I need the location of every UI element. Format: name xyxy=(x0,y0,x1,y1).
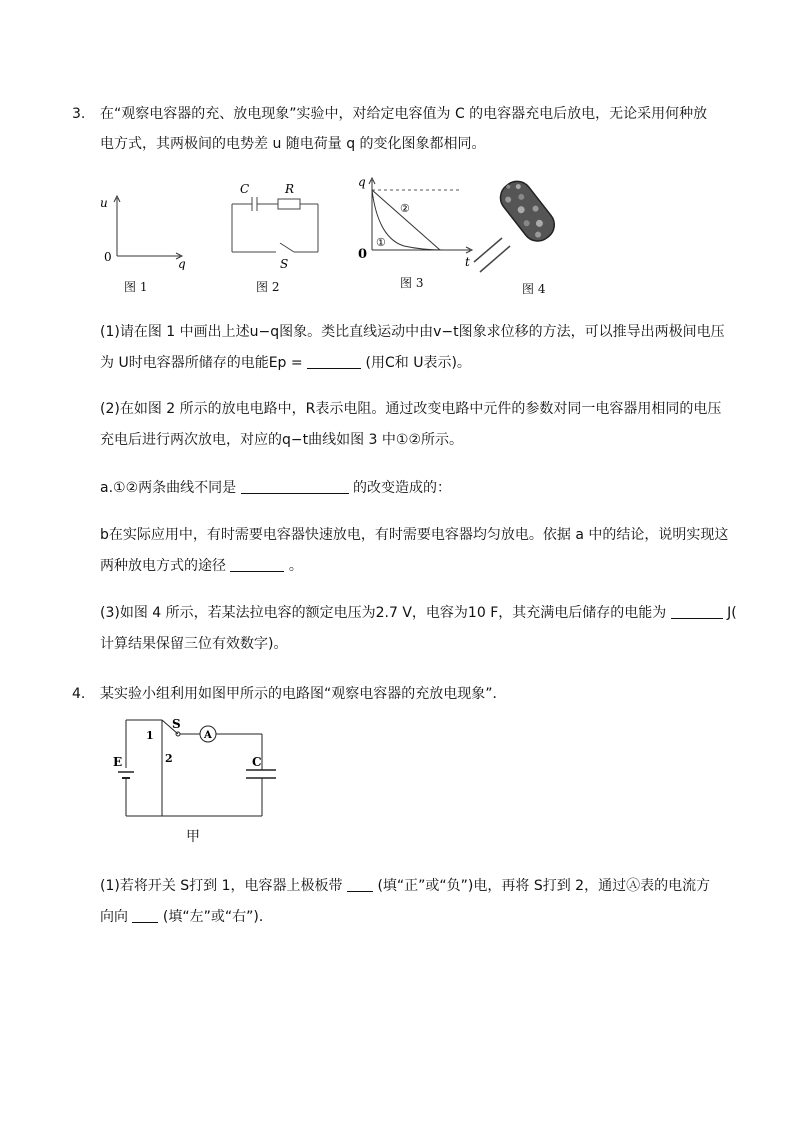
fig2-label-s: S xyxy=(280,257,289,271)
fig2-caption: 图 2 xyxy=(256,280,280,294)
fig1-x-label: q xyxy=(178,257,186,270)
circuit-label-c: C xyxy=(252,755,262,769)
fig4-caption: 图 4 xyxy=(522,282,546,296)
q4-stem: 某实验小组利用如图甲所示的电路图“观察电容器的充放电现象”． xyxy=(100,686,507,702)
q3-part2a-start: a.①②两条曲线不同是 xyxy=(100,480,237,496)
q3-part1-line1: (1)请在图 1 中画出上述u−q图象。类比直线运动中由v−t图象求位移的方法，可以推导出两极间电压 xyxy=(100,324,725,340)
q3-part2-line2: 充电后进行两次放电，对应的q−t曲线如图 3 中①②所示。 xyxy=(100,432,464,448)
circuit-label-e: E xyxy=(113,755,123,769)
q4-part1-line2-start: 向向 xyxy=(100,909,128,925)
fig1-origin: 0 xyxy=(104,250,112,264)
q3-stem-line2: 电方式，其两极间的电势差 u 随电荷量 q 的变化图象都相同。 xyxy=(100,136,486,152)
q3-part1-line2-end: (用C和 U表示)。 xyxy=(365,355,471,371)
circuit-label-2: 2 xyxy=(165,752,173,765)
q3-part3-line1 xyxy=(100,603,737,623)
fig3-y-label: q xyxy=(358,175,366,189)
q4-part1-line2-end: (填“左”或“右”)． xyxy=(162,909,273,925)
q3-part1-answer-blank[interactable] xyxy=(307,354,361,369)
circuit-label-s: S xyxy=(172,717,181,731)
figure-2-circuit xyxy=(226,180,326,272)
q3-part2a-answer-blank[interactable] xyxy=(241,479,349,494)
figure-jia-circuit xyxy=(106,712,276,828)
q4-part1-line2 xyxy=(100,907,273,927)
q3-part2b-line2 xyxy=(100,556,303,576)
q3-number: 3. xyxy=(72,106,86,122)
figure-4-supercapacitor-photo xyxy=(466,176,566,276)
q3-part2b-line1: b在实际应用中，有时需要电容器快速放电，有时需要电容器均匀放电。依据 a 中的结论，说明实现这 xyxy=(100,527,729,543)
ammeter-label-a: A xyxy=(204,730,212,741)
fig2-label-c: C xyxy=(240,182,250,196)
q3-part3-line2: 计算结果保留三位有效数字)。 xyxy=(100,636,288,652)
figure-3-curves xyxy=(352,172,480,272)
fig1-y-label: u xyxy=(100,196,108,210)
q3-part2a-line xyxy=(100,478,451,498)
q4-part1-direction-blank[interactable] xyxy=(132,908,158,923)
fig3-caption: 图 3 xyxy=(400,276,424,290)
fig3-origin: 0 xyxy=(358,247,368,262)
q3-part2a-end: 的改变造成的： xyxy=(353,480,452,496)
q3-part1-line2 xyxy=(100,353,471,373)
q3-stem-line1: 在“观察电容器的充、放电现象”实验中，对给定电容值为 C 的电容器充电后放电，无论采用何种放 xyxy=(100,106,708,122)
q3-part2b-line2-end: 。 xyxy=(288,558,303,574)
q3-part1-line2-start: 为 U时电容器所储存的电能Ep = xyxy=(100,355,303,371)
q3-part3-line1-end: J( xyxy=(727,605,737,621)
circuit-label-1: 1 xyxy=(146,729,154,742)
fig3-curve-2-label: ② xyxy=(400,202,410,215)
fig3-x-label: t xyxy=(465,255,470,269)
q4-number: 4. xyxy=(72,686,86,702)
q3-part2b-line2-start: 两种放电方式的途径 xyxy=(100,558,226,574)
fig2-label-r: R xyxy=(285,182,295,196)
q3-part3-line1-start: (3)如图 4 所示，若某法拉电容的额定电压为2.7 V，电容为10 F，其充满电后储存的电能为 xyxy=(100,605,667,621)
q3-part3-answer-blank[interactable] xyxy=(671,604,723,619)
q4-part1-charge-blank[interactable] xyxy=(347,877,373,892)
figure-1-axes xyxy=(96,190,196,270)
circuit-caption: 甲 xyxy=(186,829,200,845)
q3-part2b-answer-blank[interactable] xyxy=(230,557,284,572)
q4-part1-line1 xyxy=(100,876,710,896)
fig1-caption: 图 1 xyxy=(124,280,148,294)
q4-part1-line1-end: (填“正”或“负”)电，再将 S打到 2，通过Ⓐ表的电流方 xyxy=(377,878,711,894)
q4-part1-line1-start: (1)若将开关 S打到 1，电容器上极板带 xyxy=(100,878,343,894)
q3-part2-line1: (2)在如图 2 所示的放电电路中，R表示电阻。通过改变电路中元件的参数对同一电容器用相同的电压 xyxy=(100,401,722,417)
fig3-curve-1-label: ① xyxy=(376,236,386,249)
